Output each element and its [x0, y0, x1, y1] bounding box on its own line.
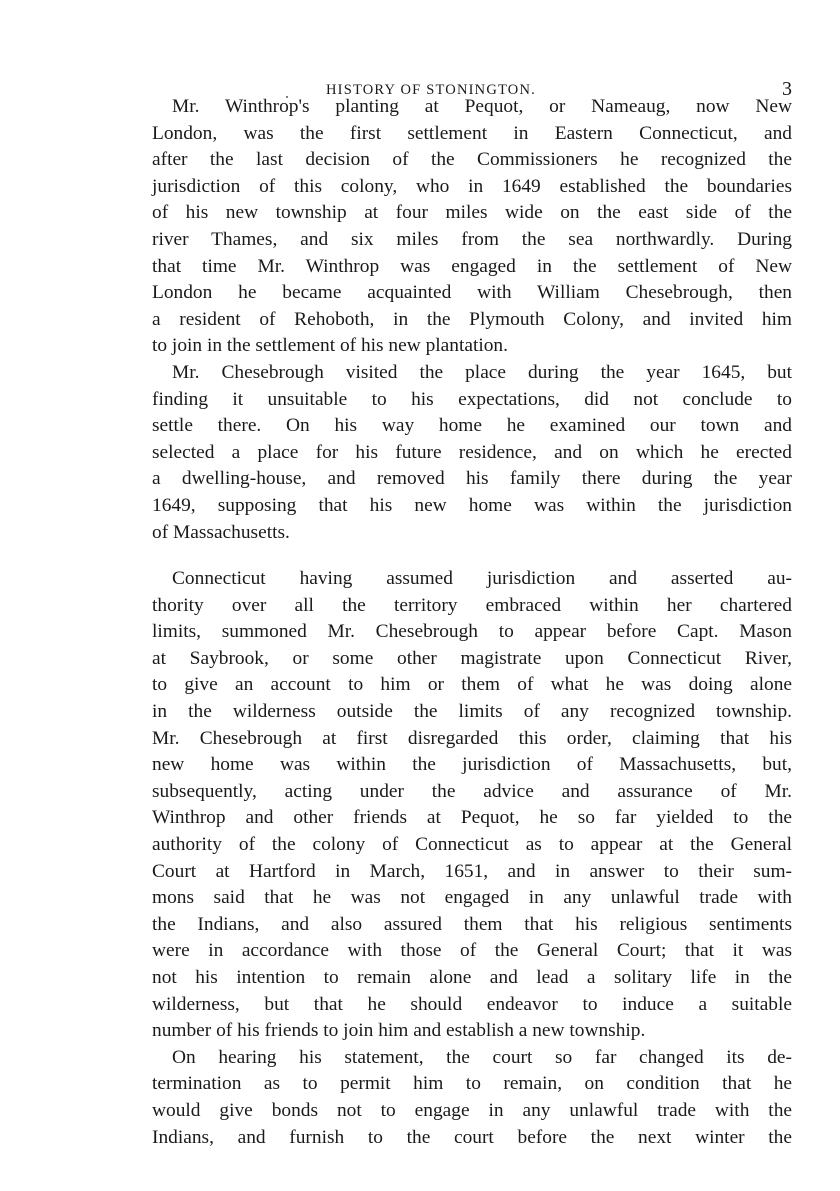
body-text	[152, 94, 792, 1151]
text-line: would give bonds not to engage in any unlawful trade with the	[152, 1099, 792, 1121]
text-line: termination as to permit him to remain, on condition that he	[152, 1073, 792, 1095]
text-line: new home was within the jurisdiction of Massachusetts, but,	[152, 754, 792, 776]
text-line: mons said that he was not engaged in any unlawful trade with	[152, 887, 792, 909]
paragraph	[152, 1045, 792, 1151]
text-line: to give an account to him or them of what he was doing alone	[152, 674, 792, 696]
text-line: after the last decision of the Commissioners he recognized the	[152, 149, 792, 171]
text-line: that time Mr. Winthrop was engaged in the settlement of New	[152, 255, 792, 277]
text-line: a resident of Rehoboth, in the Plymouth Colony, and invited him	[152, 308, 792, 330]
text-line: authority of the colony of Connecticut as to appear at the General	[152, 834, 792, 856]
text-line: 1649, supposing that his new home was within the jurisdiction	[152, 494, 792, 516]
text-line: at Saybrook, or some other magistrate upon Connecticut River,	[152, 647, 792, 669]
text-line: subsequently, acting under the advice and assurance of Mr.	[152, 780, 792, 802]
text-line: jurisdiction of this colony, who in 1649 established the boundaries	[152, 175, 792, 197]
text-line: Indians, and furnish to the court before the next winter the	[152, 1126, 792, 1148]
text-line: thority over all the territory embraced within her chartered	[152, 594, 792, 616]
text-line: Mr. Chesebrough visited the place during the year 1645, but	[172, 361, 792, 383]
text-line: a dwelling-house, and removed his family there during the year	[152, 468, 792, 490]
text-line: On hearing his statement, the court so far changed its de-	[172, 1046, 792, 1068]
text-line: Mr. Winthrop's planting at Pequot, or Nameaug, now New	[172, 96, 792, 117]
text-line: London he became acquainted with William Chesebrough, then	[152, 282, 792, 304]
text-line: the Indians, and also assured them that his religious sentiments	[152, 913, 792, 935]
text-line: to join in the settlement of his new plantation.	[152, 335, 508, 357]
text-line: not his intention to remain alone and lead a solitary life in the	[152, 967, 792, 988]
text-line: settle there. On his way home he examined our town and	[152, 415, 792, 437]
text-line: Connecticut having assumed jurisdiction and asserted au-	[172, 568, 792, 590]
text-line: Mr. Chesebrough at first disregarded this order, claiming that his	[152, 727, 792, 749]
page-number: 3	[782, 78, 792, 100]
text-line: wilderness, but that he should endeavor to induce a suitable	[152, 993, 792, 1015]
text-line: limits, summoned Mr. Chesebrough to appear before Capt. Mason	[152, 621, 792, 643]
text-line: of his new township at four miles wide on the east side of the	[152, 202, 792, 224]
text-line: Winthrop and other friends at Pequot, he so far yielded to the	[152, 807, 792, 829]
text-line: London, was the first settlement in Eastern Connecticut, and	[152, 122, 792, 144]
paragraph	[152, 360, 792, 546]
text-line: were in accordance with those of the General Court; that it was	[152, 940, 792, 962]
text-line: river Thames, and six miles from the sea northwardly. During	[152, 228, 792, 250]
running-head: HISTORY OF STONINGTON.	[326, 82, 536, 98]
text-line: number of his friends to join him and establish a new township.	[152, 1020, 646, 1042]
text-line: finding it unsuitable to his expectations, did not conclude to	[152, 388, 792, 410]
paragraph	[152, 566, 792, 1045]
text-line: in the wilderness outside the limits of any recognized township.	[152, 701, 792, 723]
paragraph	[152, 94, 792, 360]
text-line: of Massachusetts.	[152, 521, 290, 543]
text-line: Court at Hartford in March, 1651, and in answer to their sum-	[152, 860, 792, 882]
text-line: selected a place for his future residence, and on which he erected	[152, 441, 792, 463]
